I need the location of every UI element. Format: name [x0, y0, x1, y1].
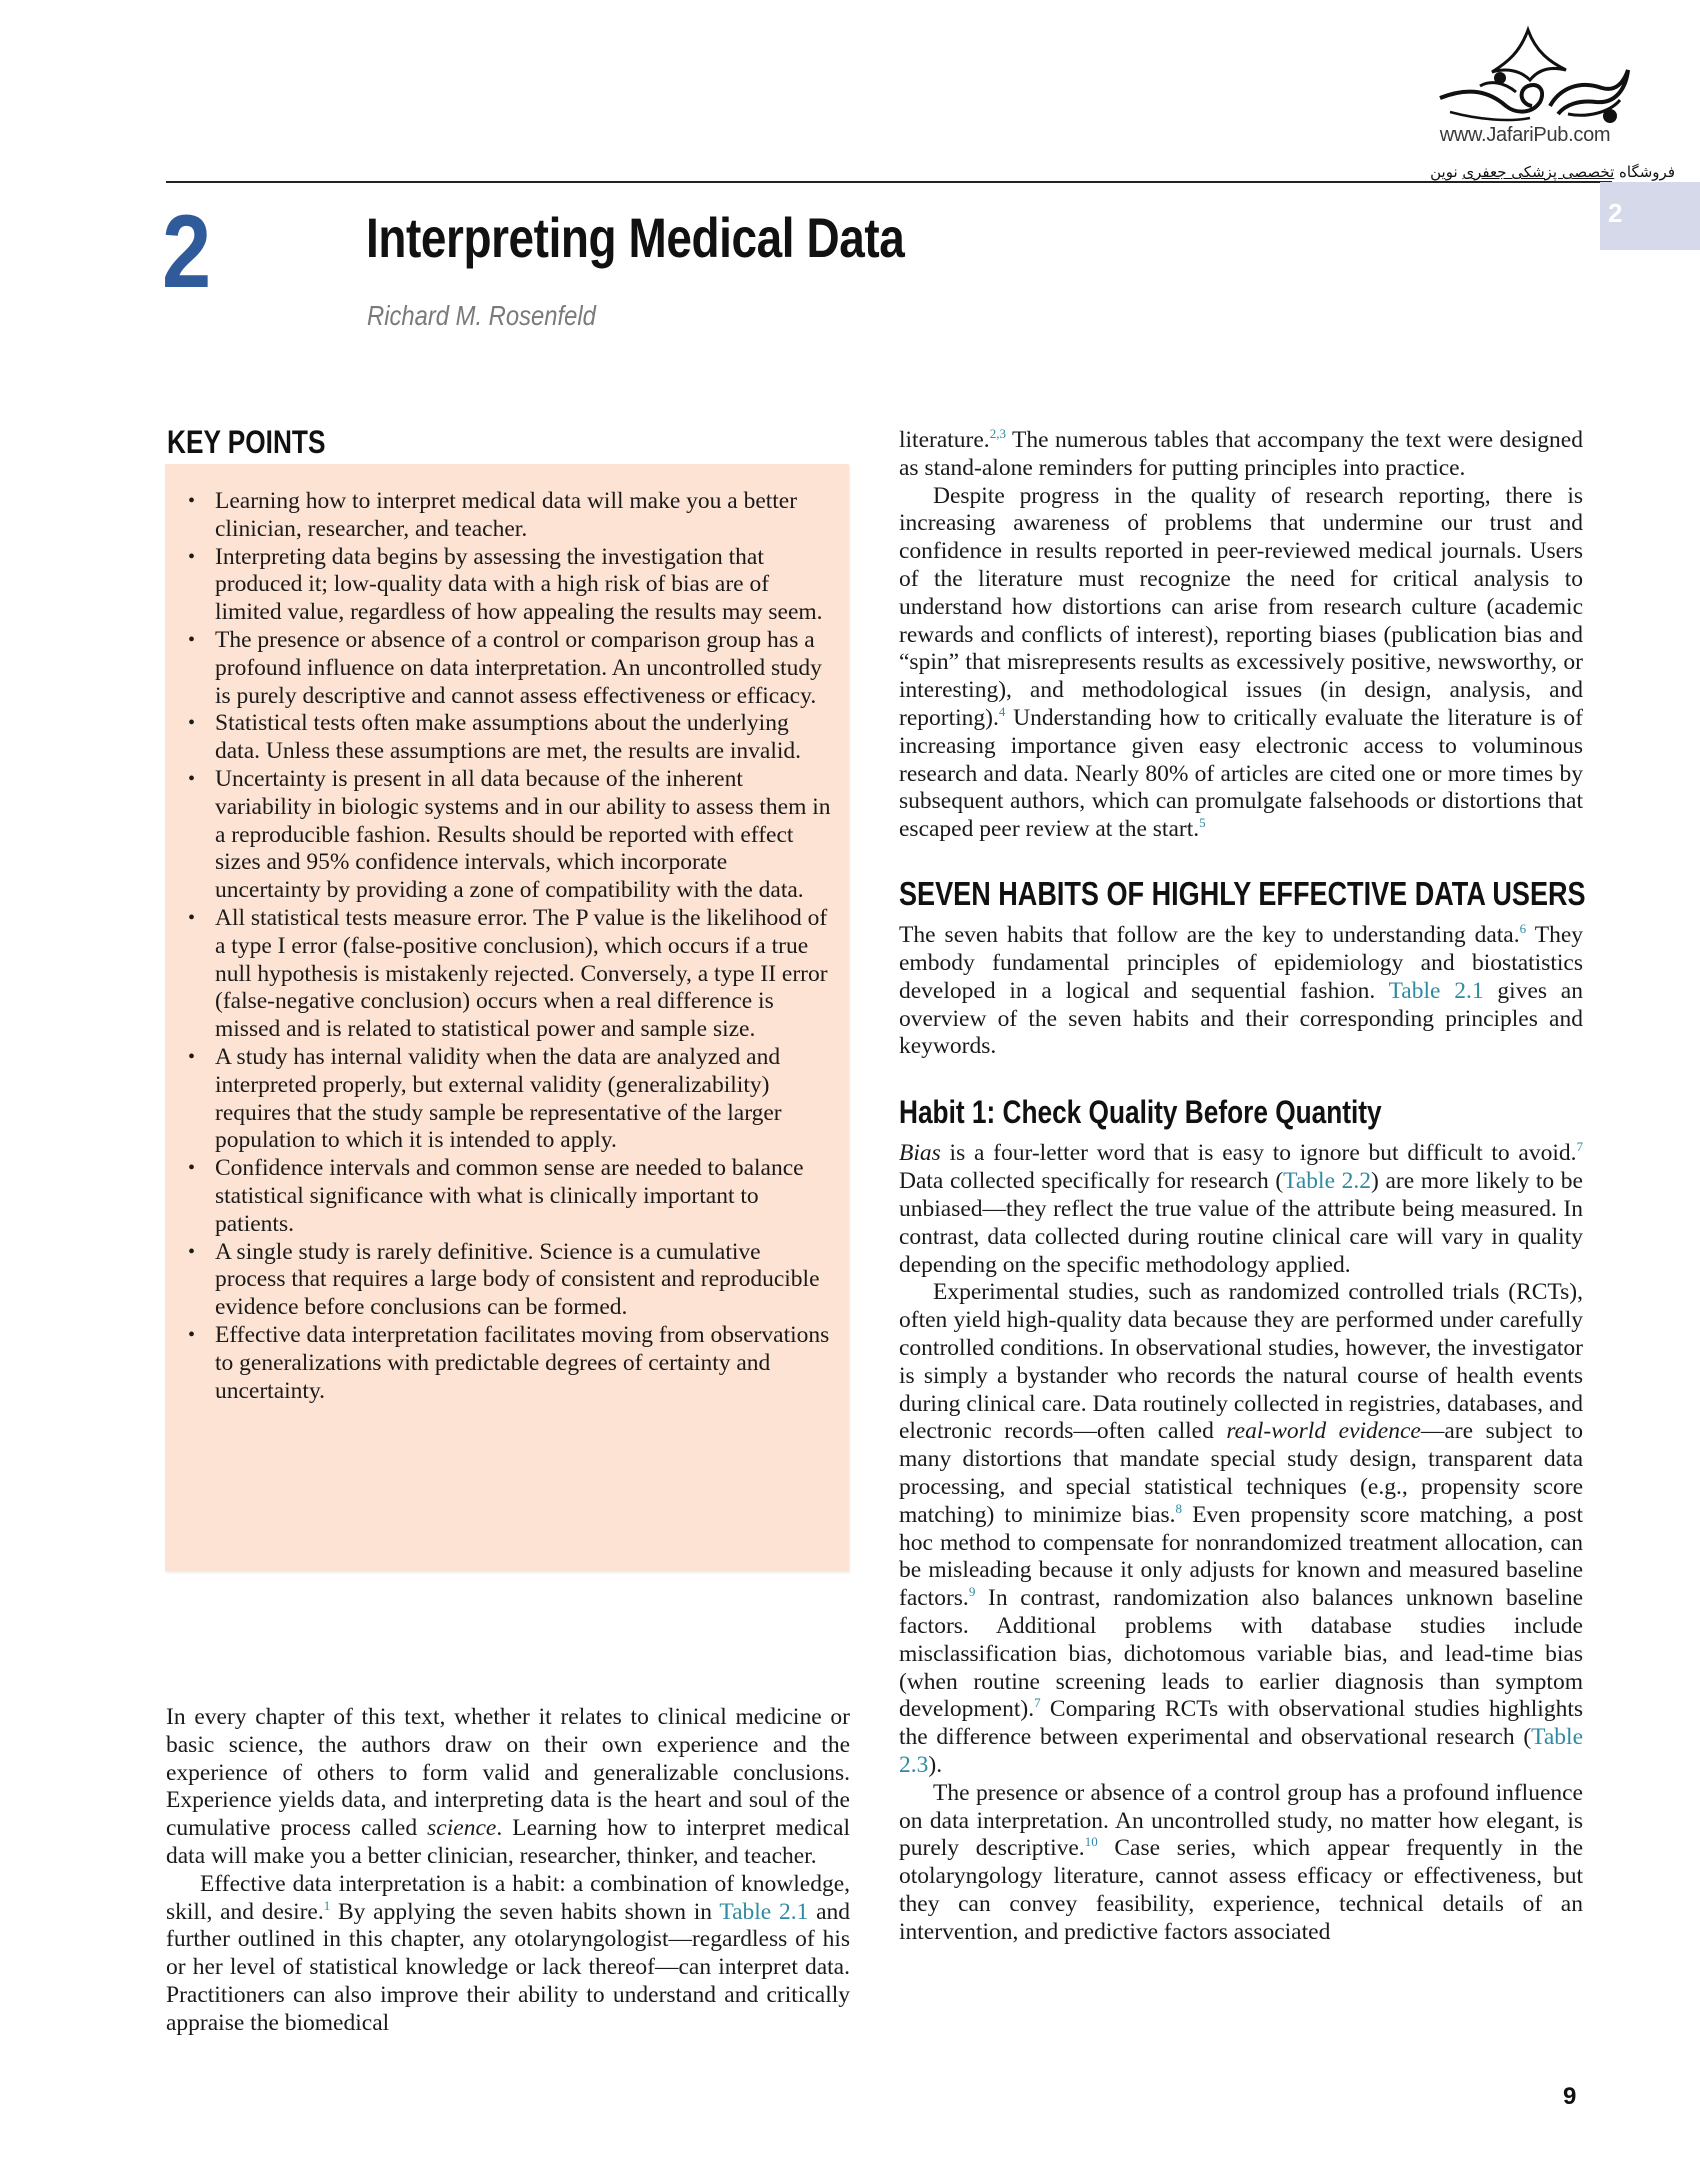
- chapter-number: 2: [162, 194, 212, 310]
- citation-link[interactable]: 5: [1199, 815, 1206, 831]
- bullet-icon: •: [188, 1045, 196, 1068]
- bullet-icon: •: [188, 767, 196, 790]
- citation-link[interactable]: 9: [968, 1584, 976, 1600]
- key-point-item: • All statistical tests measure error. The P value is the likelihood of a type I error (false-positive conclusion), which occurs if a true null hypothesis is mistakenly rejected. Conversely, a type II error (false-negative conclusion) occurs when a real difference is missed and is related to statistical power and sample size.: [188, 904, 828, 1043]
- habit-paragraph: Effective data interpretation is a habit: a combination of knowledge, skill, and desire.$^1$ By applying the seven habits shown in Table 2.1 and further outlined in this chapter, any otolaryngologist—regardless of his or her level of statistical knowledge or lack thereof—can interpret data. Practitioners can also improve their ability to understand and critically appraise the biomedical: [166, 1870, 850, 2036]
- citation-link[interactable]: 6: [1519, 921, 1527, 937]
- key-points-heading: KEY POINTS: [167, 424, 326, 460]
- table-2-1-link[interactable]: Table 2.1: [1388, 977, 1484, 1004]
- chapter-title: Interpreting Medical Data: [366, 206, 905, 269]
- bullet-icon: •: [188, 712, 196, 735]
- reporting-paragraph: Despite progress in the quality of research reporting, there is increasing awareness of problems that undermine our trust and confidence in results reported in peer-reviewed medical journals. Users of the literature must recognize the need for critical analysis to understand how distortions can arise from research culture (academic rewards and conflicts of interest), reporting biases (publication bias and “spin” that misrepresents results as excessively positive, newsworthy, or interesting), and methodological issues (in design, analysis, and reporting).$^4$ Understanding how to critically evaluate the literature is of increasing importance given easy electronic access to voluminous research and data. Nearly 80% of articles are cited one or more times by subsequent authors, which can promulgate falsehoods or distortions that escaped peer review at the start.$^5$: [899, 482, 1583, 843]
- continued-paragraph: literature.$^{2,3}$ The numerous tables that accompany the text were designed as stand-alone reminders for putting principles into practice.: [899, 426, 1583, 481]
- key-points-box: [165, 464, 849, 1571]
- key-point-item: • A single study is rarely definitive. Science is a cumulative process that requires a large body of consistent and reproducible evidence before conclusions can be formed.: [188, 1238, 820, 1321]
- bullet-icon: •: [188, 1157, 196, 1180]
- table-2-2-link[interactable]: Table 2.2: [1283, 1168, 1372, 1195]
- chapter-author: Richard M. Rosenfeld: [367, 300, 596, 331]
- key-point-item: • Uncertainty is present in all data because of the inherent variability in biologic systems and in our ability to assess them in a reproducible fashion. Results should be reported with effect sizes and 95% confidence intervals, which incorporate uncertainty by providing a zone of compatibility with the data.: [188, 765, 831, 904]
- page-number: 9: [1563, 2083, 1577, 2110]
- experimental-studies-paragraph: Experimental studies, such as randomized controlled trials (RCTs), often yield high-quality data because they are performed under carefully controlled conditions. In observational studies, however, the investigator is simply a bystander who records the natural course of health events during clinical care. Data routinely collected in registries, databases, and electronic records—often called real-world evidence—are subject to many distortions that mandate special study design, transparent data processing, and special statistical techniques (e.g., propensity score matching) to minimize bias.$^8$ Even propensity score matching, a post hoc method to compensate for nonrandomized treatment allocation, can be misleading because it only adjusts for known and measured baseline factors.$^9$ In contrast, randomization also balances unknown baseline factors. Additional problems with database studies include misclassification bias, dichotomous variable bias, and lead-time bias (when routine screening leads to earlier diagnosis than symptom development).$^7$ Comparing RCTs with observational studies highlights the difference between experimental and observational research (Table 2.3).: [899, 1279, 1584, 1778]
- section-heading: SEVEN HABITS OF HIGHLY EFFECTIVE DATA USERS: [899, 874, 1586, 912]
- subsection-heading: Habit 1: Check Quality Before Quantity: [899, 1094, 1382, 1131]
- bullet-icon: •: [188, 545, 196, 568]
- bullet-icon: •: [188, 490, 196, 512]
- bullet-icon: •: [188, 1240, 196, 1263]
- right-column-body: [899, 426, 1586, 1947]
- citation-link[interactable]: 4: [998, 703, 1006, 719]
- header-rule: [166, 181, 1612, 183]
- citation-link[interactable]: 7: [1576, 1139, 1583, 1155]
- key-point-item: • Effective data interpretation facilitates moving from observations to generalizations with predictable degrees of certainty and uncertainty.: [188, 1321, 830, 1404]
- bias-paragraph: Bias is a four-letter word that is easy to ignore but difficult to avoid.$^7$ Data collected specifically for research (Table 2.2) are more likely to be unbiased—they reflect the true value of the attribute being measured. In contrast, data collected during routine clinical care will vary in quality depending on the specific methodology applied.: [899, 1139, 1583, 1278]
- citation-link[interactable]: 7: [1034, 1695, 1041, 1711]
- table-2-3-link[interactable]: Table 2.3: [899, 1724, 1583, 1778]
- bullet-icon: •: [188, 906, 196, 929]
- chapter-thumb-tab: [1600, 182, 1700, 250]
- key-points-list: [188, 488, 835, 1405]
- bullet-icon: •: [188, 1323, 196, 1346]
- left-column-body: [166, 1704, 850, 2038]
- key-point-item: • Interpreting data begins by assessing the investigation that produced it; low-quality data with a high risk of bias are of limited value, regardless of how appealing the results may seem.: [188, 543, 823, 626]
- citation-link[interactable]: 2,3: [989, 426, 1006, 441]
- key-point-item: • A study has internal validity when the data are analyzed and interpreted properly, but external validity (generalizability) requires that the study sample be representative of the larger population to which it is intended to apply.: [188, 1043, 782, 1154]
- key-point-item: • The presence or absence of a control or comparison group has a profound influence on data interpretation. An uncontrolled study is purely descriptive and cannot assess effectiveness or efficacy.: [188, 626, 822, 709]
- control-group-paragraph: The presence or absence of a control group has a profound influence on data interpretation. An uncontrolled study, no matter how elegant, is purely descriptive.$^{10}$ Case series, which appear frequently in the otolaryngology literature, cannot assess efficacy or effectiveness, but they can convey feasibility, experience, technical details of an intervention, and predictive factors associated: [899, 1779, 1584, 1945]
- citation-link[interactable]: 10: [1084, 1834, 1098, 1850]
- publisher-url[interactable]: www.JafariPub.com: [1439, 124, 1611, 146]
- citation-link[interactable]: 1: [323, 1897, 331, 1913]
- key-point-item: • Learning how to interpret medical data will make you a better clinician, researcher, and teacher.: [188, 488, 798, 542]
- key-point-item: • Statistical tests often make assumptions about the underlying data. Unless these assumptions are met, the results are invalid.: [188, 710, 802, 765]
- intro-paragraph: In every chapter of this text, whether it relates to clinical medicine or basic science, the authors draw on their own experience and the experience of others to form valid and generalizable conclusions. Experience yields data, and interpreting data is the heart and soul of the cumulative process called science. Learning how to interpret medical data will make you a better clinician, researcher, thinker, and teacher.: [166, 1704, 850, 1869]
- bullet-icon: •: [188, 628, 196, 651]
- key-point-item: • Confidence intervals and common sense are needed to balance statistical significance with what is clinically important to patients.: [188, 1155, 804, 1237]
- citation-link[interactable]: 8: [1175, 1500, 1183, 1516]
- table-2-1-link[interactable]: Table 2.1: [719, 1898, 809, 1925]
- seven-habits-paragraph: The seven habits that follow are the key to understanding data.$^6$ They embody fundamental principles of epidemiology and biostatistics developed in a logical and sequential fashion. Table 2.1 gives an overview of the seven habits and their corresponding principles and keywords.: [899, 921, 1583, 1060]
- chapter-tab-number: 2: [1608, 198, 1623, 228]
- calligraphy-logo-icon: [1420, 22, 1640, 132]
- publisher-tagline: فروشگاه تخصصی پزشکی جعفری نوین: [1430, 163, 1675, 181]
